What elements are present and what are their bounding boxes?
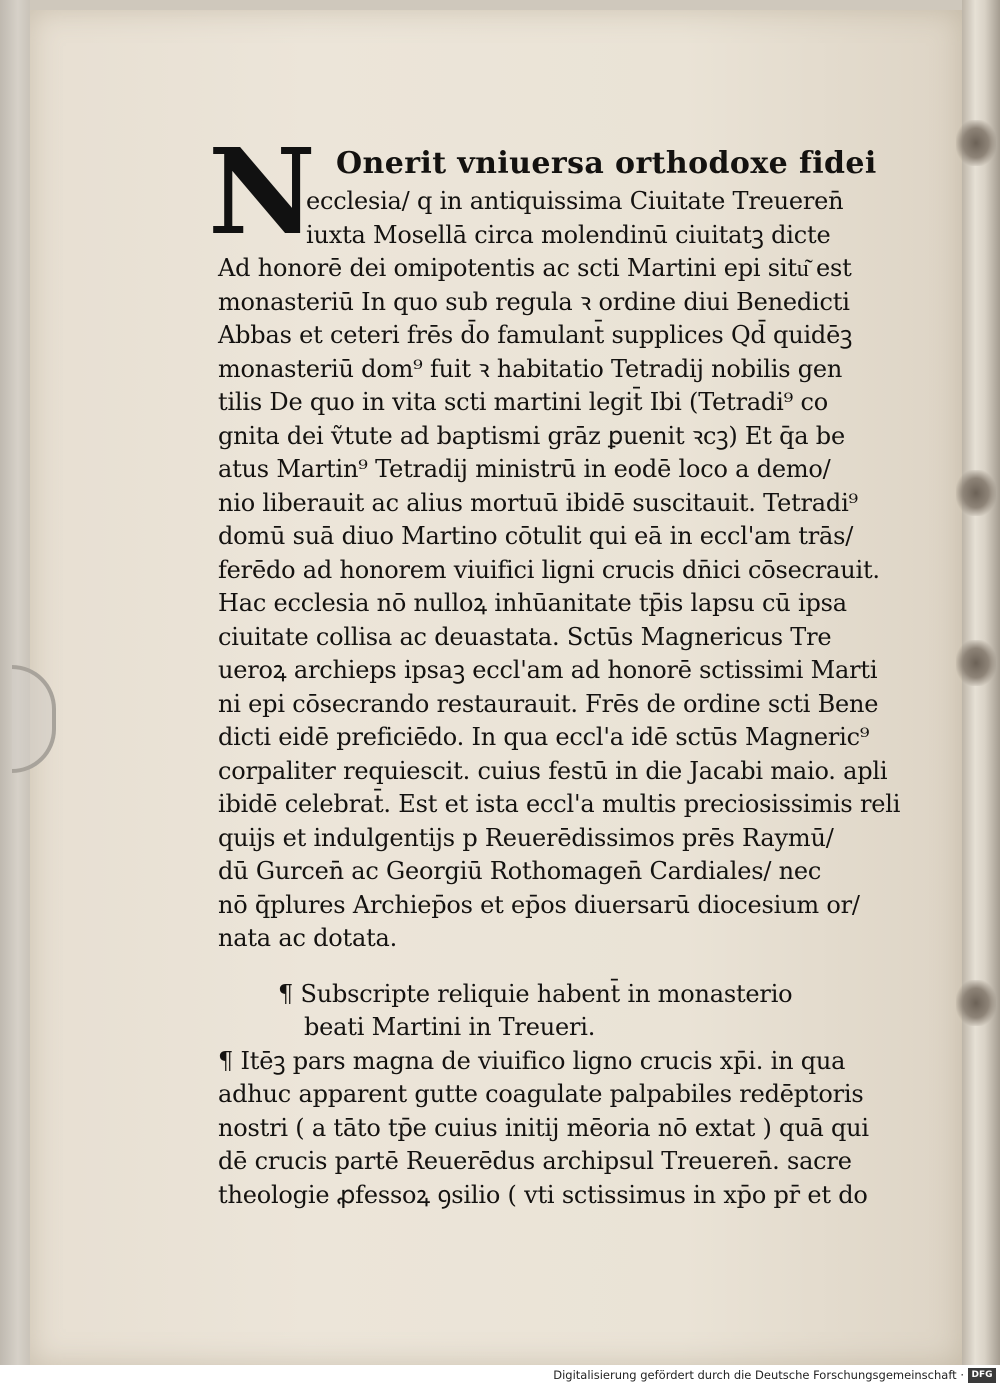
text-line: corpaliter requiescit. cuius festū in die Jacabi maio. apli xyxy=(218,756,888,785)
drop-cap: N xyxy=(208,122,316,261)
item-line: theologie ꝓfessoꝝ ꝯsilio ( vti sctissimus in xp̄o pr̄ et do xyxy=(218,1180,868,1209)
text-line: dū Gurcen̄ ac Georgiū Rothomagen̄ Cardiales/ nec xyxy=(218,857,822,885)
binding-thread xyxy=(956,980,996,1026)
item-line: adhuc apparent gutte coagulate palpabiles redēptoris xyxy=(218,1080,864,1108)
text-line: gnita dei ṽtute ad baptismi grāz ꝑuenit ꝛcꝫ) Et q̄a be xyxy=(218,421,845,450)
footer-bar xyxy=(0,1365,1000,1387)
paragraph-gap xyxy=(218,956,878,978)
text-line: ecclesia/ q in antiquissima Ciuitate Treueren̄ xyxy=(306,187,844,215)
funding-credit: Digitalisierung gefördert durch die Deutsche Forschungsgemeinschaft · xyxy=(553,1368,964,1382)
text-line: Hac ecclesia nō nulloꝝ inhūanitate tp̄is lapsu cū ipsa xyxy=(218,589,847,617)
text-line: monasteriū dom⁹ fuit ꝛ habitatio Tetradij nobilis gen xyxy=(218,354,843,383)
text-line: dicti eidē preficiēdo. In qua eccl'a idē sctūs Magneric⁹ xyxy=(218,723,870,751)
item-line: ¶ Itēꝫ pars magna de viuifico ligno crucis xp̄i. in qua xyxy=(218,1046,846,1075)
text-line: nō q̄plures Archiep̄os et ep̄os diuersarū diocesium or/ xyxy=(218,890,860,919)
text-line: monasteriū In quo sub regula ꝛ ordine diui Benedicti xyxy=(218,287,850,316)
text-line: nata ac dotata. xyxy=(218,924,398,952)
text-line: Ad honorē dei omipotentis ac scti Martini epi situ͂ est xyxy=(218,254,852,282)
text-line: ferēdo ad honorem viuifici ligni crucis dn̄ici cōsecrauit. xyxy=(218,555,880,584)
item-line: nostri ( a tāto tp̄e cuius initij mēoria nō extat ) quā qui xyxy=(218,1113,869,1142)
text-line: ni epi cōsecrando restaurauit. Frēs de ordine scti Bene xyxy=(218,689,879,718)
text-line: ueroꝝ archieps ipsaꝫ eccl'am ad honorē sctissimi Marti xyxy=(218,656,878,684)
text-line: nio liberauit ac alius mortuū ibidē suscitauit. Tetradi⁹ xyxy=(218,488,858,517)
dfg-logo: DFG xyxy=(968,1368,996,1383)
text-line: iuxta Mosellā circa molendinū ciuitatꝫ dicte xyxy=(306,220,831,249)
text-line: atus Martin⁹ Tetradij ministrū in eodē loco a demo/ xyxy=(218,455,831,483)
text-line: ibidē celebrat̄. Est et ista eccl'a multis preciosissimis reli xyxy=(218,790,901,818)
text-line: domū suā diuo Martino cōtulit qui eā in eccl'am trās/ xyxy=(218,522,854,550)
subheading-line: beati Martini in Treueri. xyxy=(304,1013,596,1041)
text-line: Onerit vniuersa orthodoxe fidei xyxy=(336,146,877,181)
text-line: ciuitate collisa ac deuastata. Sctūs Magnericus Tre xyxy=(218,622,832,651)
binding-thread xyxy=(956,470,996,516)
text-line: quijs et indulgentijs p Reuerēdissimos prēs Raymū/ xyxy=(218,823,834,852)
text-line: Abbas et ceteri frēs d̄o famulant̄ supplices Qd̄ quidēꝫ xyxy=(218,321,853,349)
binding-thread xyxy=(956,120,996,166)
binding-thread xyxy=(956,640,996,686)
item-line: dē crucis partē Reuerēdus archipsul Treueren̄. sacre xyxy=(218,1147,852,1175)
text-line: tilis De quo in vita scti martini legit̄ Ibi (Tetradi⁹ co xyxy=(218,388,828,416)
subheading-line: ¶ Subscripte reliquie habent̄ in monasterio xyxy=(278,979,793,1008)
main-text xyxy=(208,122,901,1212)
